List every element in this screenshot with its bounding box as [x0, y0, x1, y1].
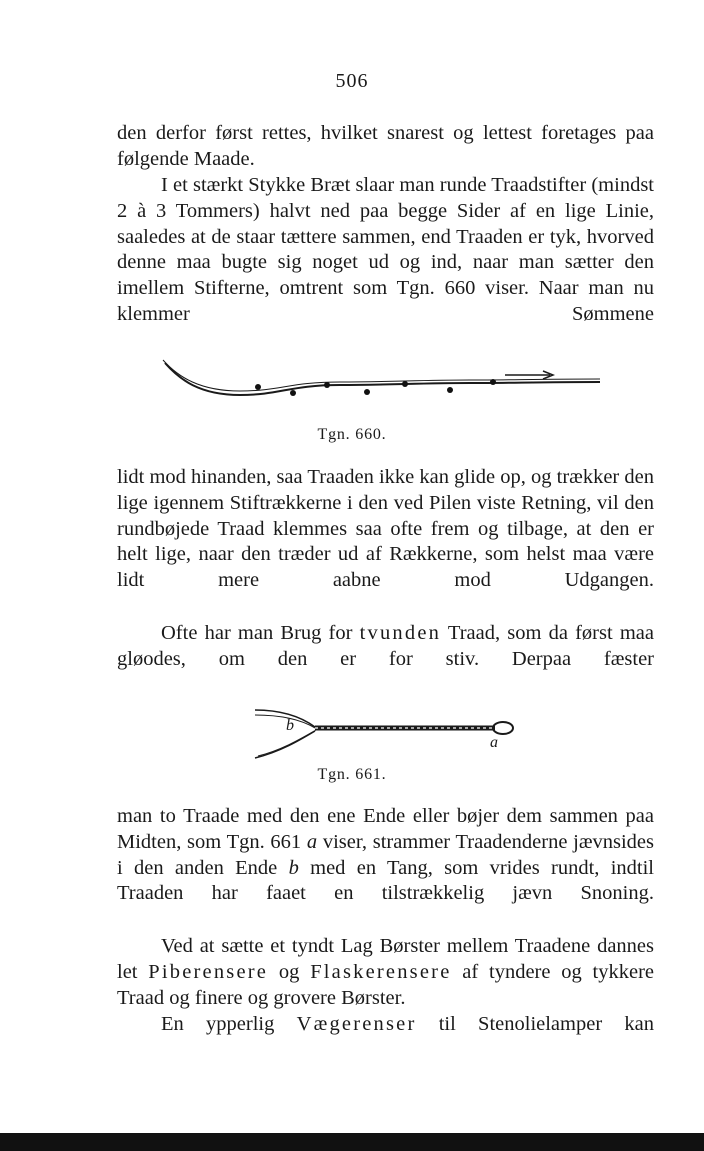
figure-661-label-a: a	[490, 734, 498, 751]
paragraph-7-text-a: En ypperlig	[161, 1013, 297, 1035]
paragraph-5-text-b: viser, strammer Traadenderne jævnsides i den anden Ende	[117, 830, 654, 879]
paragraph-5-italic-b: b	[288, 856, 299, 879]
paragraph-6-text-b: og	[268, 960, 311, 983]
figure-661-twisted-wire	[250, 700, 525, 760]
paragraph-6-spaced-term-1: Piberensere	[148, 960, 269, 983]
paragraph-6-text-c: af tyndere og tykkere Traad og finere og grovere Børster.	[117, 960, 654, 1009]
page-number: 506	[335, 70, 369, 92]
paragraph-2: I et stærkt Stykke Bræt slaar man runde Traadstifter (mindst 2 à 3 Tommers) halvt ned paa begge Sider af en lige Linie, saaledes at de staar tættere sammen, end Traaden er tyk, hvorved denne maa bugte sig noget ud og ind, naar man sætter den imellem Stifterne, omtrent som Tgn. 660 viser. Naar man nu klemmer Sømmene	[117, 174, 654, 325]
paragraph-5-italic-a: a	[306, 830, 318, 853]
scan-edge-band	[0, 1133, 704, 1151]
paragraph-4	[117, 621, 654, 673]
figure-661-caption: Tgn. 661.	[317, 766, 387, 783]
paragraph-6	[117, 934, 654, 1011]
figure-661-label-b: b	[286, 717, 294, 734]
paragraph-5-text-a: man to Traade med den ene Ende eller bøjer dem sammen paa Midten, som Tgn. 661	[117, 805, 654, 853]
paragraph-4-spaced-term: tvunden	[359, 622, 442, 644]
paragraph-7-text-b: til Stenolielamper kan	[416, 1013, 654, 1035]
paragraph-3: lidt mod hinanden, saa Traaden ikke kan glide op, og trækker den lige igennem Stiftrækkerne i den ved Pilen viste Retning, vil den rundbøjede Traad klemmes saa ofte frem og tilbage, at den er helt lige, naar den træder ud af Rækkerne, som helst maa være lidt mere aabne mod Udgangen.	[117, 466, 654, 592]
paragraph-7	[117, 1012, 654, 1038]
paragraph-4-text-a: Ofte har man Brug for	[161, 622, 360, 644]
paragraph-1: den derfor først rettes, hvilket snarest og lettest foretages paa følgende Maade.	[117, 122, 654, 170]
paragraph-7-spaced-term: Vægerenser	[296, 1013, 417, 1035]
paragraph-5-text-c: med en Tang, som vrides rundt, indtil Traaden har faaet en tilstrækkelig jævn Snoning.	[117, 856, 654, 905]
figure-660-caption: Tgn. 660.	[317, 426, 387, 443]
paragraph-6-text-a: Ved at sætte et tyndt Lag Børster mellem Traadene dannes let	[117, 935, 654, 983]
paragraph-4-text-b: Traad, som da først maa gløodes, om den er for stiv. Derpaa fæster	[117, 622, 654, 670]
figure-660-wire-straightening	[160, 355, 610, 405]
paragraph-5	[117, 804, 654, 907]
paragraph-6-spaced-term-2: Flaskerensere	[310, 960, 452, 983]
